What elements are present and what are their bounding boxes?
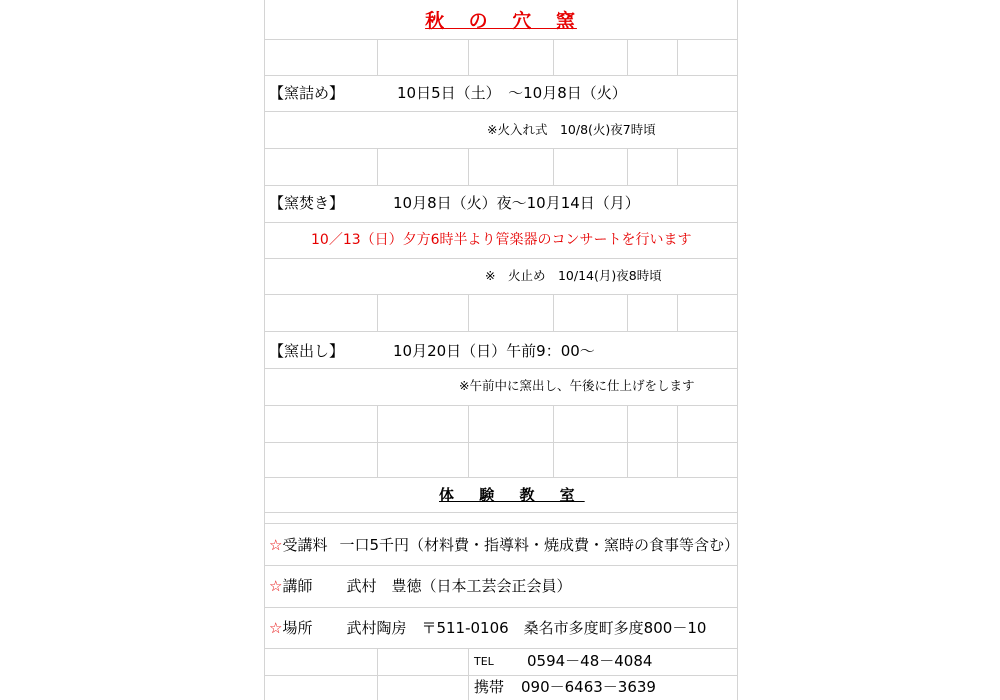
fee-row: [265, 524, 740, 566]
kamadaki-row: [265, 186, 737, 223]
place-value: 武村陶房 〒511-0106 桑名市多度町多度800－10: [346, 619, 707, 637]
kamadashi-row: [265, 332, 737, 369]
flyer-sheet: [264, 0, 738, 700]
star-icon: ☆: [269, 577, 283, 595]
instructor-label: 講師: [282, 577, 313, 595]
instructor-line: [269, 579, 571, 594]
kamazume-dates: 10日5日（土） ～10月8日（火）: [397, 84, 627, 102]
page-title: 秋 の 穴 窯: [425, 10, 577, 32]
tel-value: 0594－48－4084: [527, 652, 653, 670]
kamazume-label: 【窯詰め】: [269, 84, 345, 102]
fee-line: [269, 538, 739, 553]
kamadaki-dates: 10月8日（火）夜～10月14日（月）: [393, 194, 640, 212]
grid-row: [265, 40, 737, 76]
class-heading: 体 験 教 室: [439, 486, 585, 504]
instructor-value: 武村 豊徳（日本工芸会正会員）: [346, 577, 572, 595]
kamadashi-dates: 10月20日（日）午前9：00～: [393, 342, 595, 360]
place-label: 場所: [282, 619, 313, 637]
mobile-row: [265, 676, 737, 700]
place-row: [265, 608, 737, 649]
spacer-row: [265, 513, 737, 524]
tel-label: TEL: [474, 655, 494, 668]
tel-row: [265, 649, 737, 676]
grid-row: [265, 149, 737, 186]
kamadaki-label: 【窯焚き】: [269, 194, 345, 212]
concert-notice: 10／13（日）夕方6時半より管楽器のコンサートを行います: [311, 232, 692, 248]
grid-row: [265, 406, 737, 443]
kamadashi-note-row: [265, 369, 737, 406]
title-row: [265, 0, 737, 40]
fee-value: 一口5千円（材料費・指導料・焼成費・窯時の食事等含む）: [339, 536, 740, 554]
concert-row: [265, 223, 737, 259]
mobile-label: 携帯: [474, 678, 505, 696]
kamazume-note: ※火入れ式 10/8(火)夜7時頃: [487, 122, 656, 137]
kamazume-row: [265, 76, 737, 112]
fee-label: 受講料: [282, 536, 328, 554]
kamadashi-note: ※午前中に窯出し、午後に仕上げをします: [459, 378, 695, 393]
kamadaki-note: ※ 火止め 10/14(月)夜8時頃: [485, 268, 662, 283]
kamadaki-note-row: [265, 259, 737, 295]
star-icon: ☆: [269, 619, 283, 637]
kamazume-note-row: [265, 112, 737, 149]
class-heading-row: [265, 478, 737, 513]
star-icon: ☆: [269, 536, 283, 554]
grid-row: [265, 295, 737, 332]
instructor-row: [265, 566, 737, 608]
kamadashi-label: 【窯出し】: [269, 342, 345, 360]
mobile-value: 090－6463－3639: [521, 678, 656, 696]
grid-row: [265, 443, 737, 478]
place-line: [269, 621, 706, 636]
